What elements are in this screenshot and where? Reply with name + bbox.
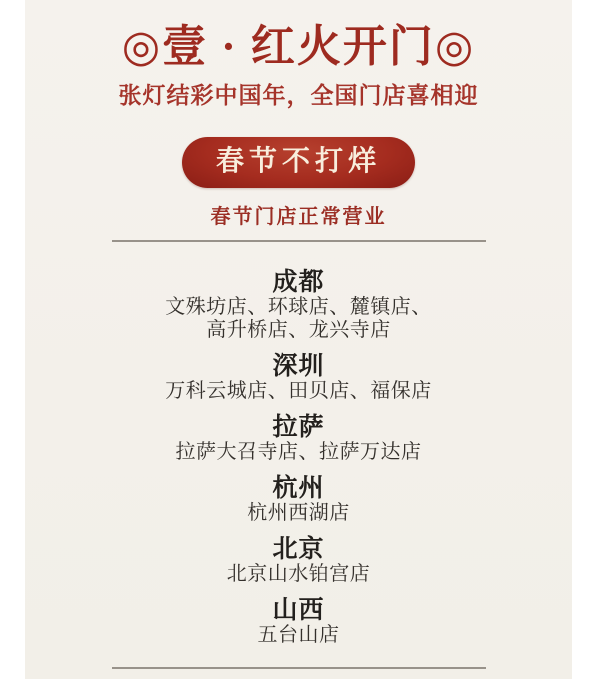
store-list-line: 五台山店 [257,623,340,646]
city-section-shenzhen [25,352,572,403]
divider-bottom [112,667,486,669]
city-name: 山西 [272,595,325,624]
badge-row [25,110,572,187]
store-list-line: 杭州西湖店 [247,501,350,524]
store-list-line: 北京山水铂宫店 [226,562,371,585]
holiday-badge [182,137,415,187]
poster-paper [25,0,572,679]
city-section-lasa [25,413,572,464]
city-name: 拉萨 [272,412,325,441]
page-title: ◎壹 · 红火开门◎ [121,22,476,71]
city-name: 成都 [272,267,325,296]
section-heading: 春节门店正常营业 [210,205,387,228]
store-list-line: 高升桥店、龙兴寺店 [206,318,391,341]
city-section-hangzhou [25,474,572,525]
city-section-beijing [25,535,572,586]
city-section-chengdu [25,268,572,342]
store-list-line: 拉萨大召寺店、拉萨万达店 [175,440,422,463]
city-section-shanxi [25,596,572,647]
holiday-badge-label: 春节不打烊 [215,146,381,178]
store-list-line: 文殊坊店、环球店、麓镇店、 [165,295,432,318]
city-list [25,268,572,647]
subtitle: 张灯结彩中国年，全国门店喜相迎 [118,82,479,108]
city-name: 北京 [272,534,325,563]
divider-top [112,240,486,242]
store-list-line: 万科云城店、田贝店、福保店 [165,379,432,402]
city-name: 杭州 [272,473,325,502]
city-name: 深圳 [272,351,325,380]
